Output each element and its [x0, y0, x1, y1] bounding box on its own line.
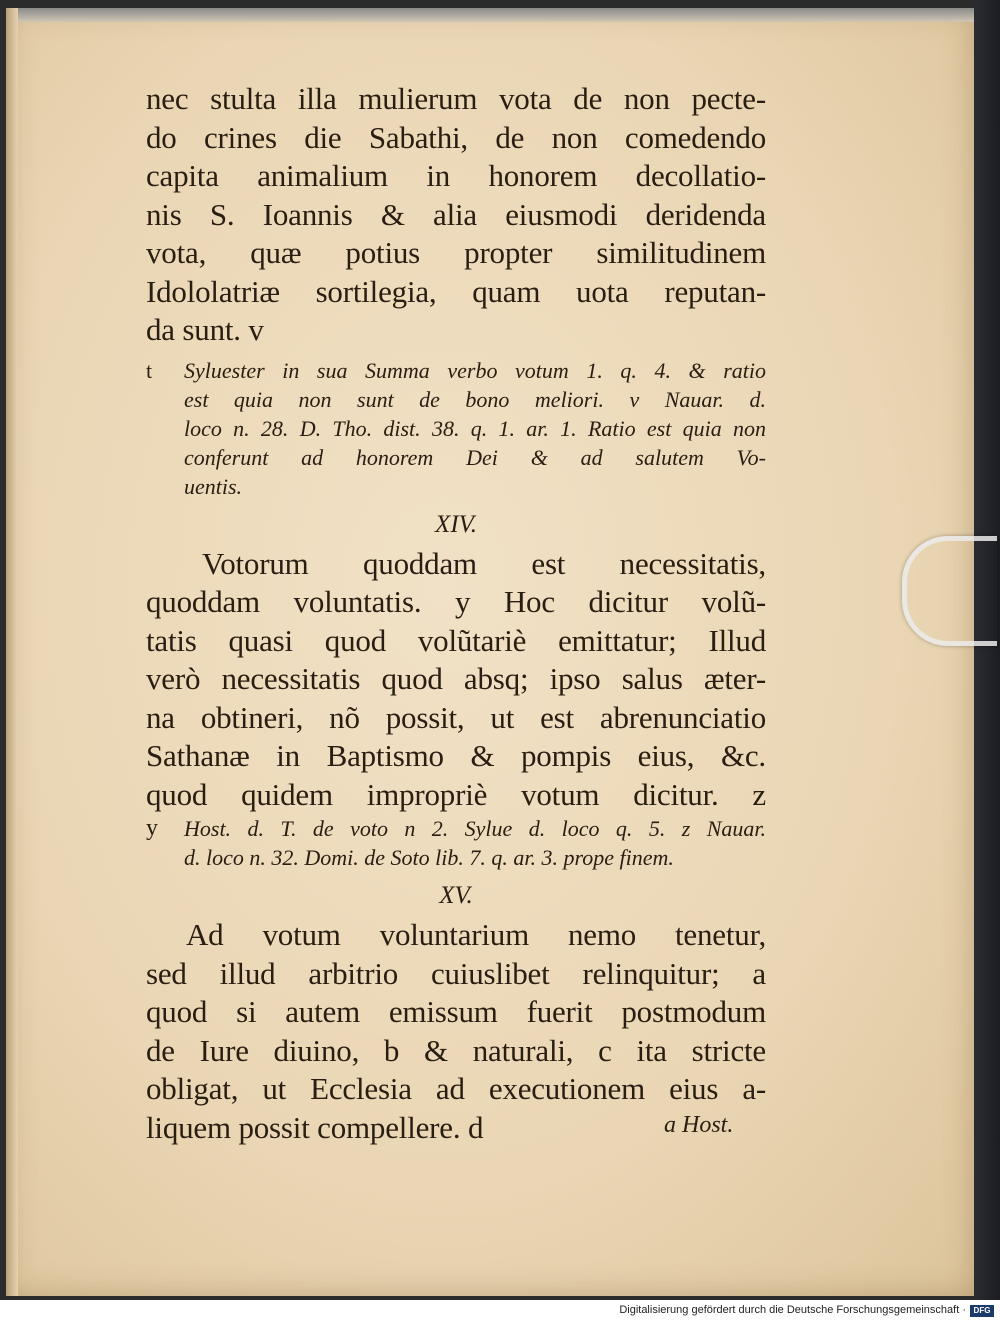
- footnote-marker: y: [146, 815, 158, 841]
- page-left-edge: [6, 8, 18, 1296]
- text-line: Votorum quoddam est necessitatis,: [202, 545, 766, 581]
- text-line: sed illud arbitrio cuiuslibet relinquitur; a: [146, 955, 766, 991]
- footnote-line: conferunt ad honorem Dei & ad salutem Vo-: [184, 444, 766, 470]
- section-heading-xiv: XIV.: [435, 510, 477, 538]
- scanner-margin: [974, 0, 1000, 1300]
- text-line: na obtineri, nõ possit, ut est abrenunciatio: [146, 699, 766, 735]
- paper-clip: [902, 536, 997, 646]
- footer-credit: Digitalisierung gefördert durch die Deutsche Forschungsgemeinschaft ·: [619, 1304, 966, 1316]
- text-line: verò necessitatis quod absq; ipso salus æter-: [146, 661, 766, 696]
- text-line: capita animalium in honorem decollatio-: [146, 158, 766, 193]
- text-line: nec stulta illa mulierum vota de non pecte-: [146, 81, 766, 116]
- text-line: da sunt. v: [146, 312, 264, 347]
- footnote-marker: t: [146, 357, 153, 383]
- text-line: obligat, ut Ecclesia ad executionem eius a-: [146, 1071, 766, 1106]
- footnote-2: [146, 814, 766, 872]
- text-line: Idololatriæ sortilegia, quam uota reputan-: [146, 273, 766, 309]
- dfg-logo: DFG: [970, 1305, 994, 1317]
- text-line: de Iure diuino, b & naturali, c ita stricte: [146, 1032, 766, 1068]
- footnote-line: Syluester in sua Summa verbo votum 1. q. 4. & ratio: [184, 357, 766, 383]
- page-top-edge: [6, 8, 974, 22]
- footnote-line: est quia non sunt de bono meliori. v Nauar. d.: [184, 386, 766, 412]
- text-line: nis S. Ioannis & alia eiusmodi deridenda: [146, 196, 766, 232]
- footer-bar: [0, 1300, 1000, 1322]
- catchword: a Host.: [664, 1112, 734, 1138]
- footnote-line: d. loco n. 32. Domi. de Soto lib. 7. q. ar. 3. prope finem.: [184, 845, 674, 870]
- text-line: quod quidem impropriè votum dicitur. z: [146, 776, 766, 812]
- text-line: liquem possit compellere. d: [146, 1109, 484, 1145]
- page-text: [146, 80, 766, 1147]
- text-line: tatis quasi quod volũtariè emittatur; Illud: [146, 622, 766, 658]
- footnote-line: Host. d. T. de voto n 2. Sylue d. loco q. 5. z Nauar.: [184, 816, 766, 841]
- footnote-1: [146, 356, 766, 501]
- paragraph-1: [146, 80, 766, 350]
- text-line: quod si autem emissum fuerit postmodum: [146, 994, 766, 1029]
- text-line: Ad votum voluntarium nemo tenetur,: [186, 917, 766, 952]
- text-line: do crines die Sabathi, de non comedendo: [146, 119, 766, 155]
- section-heading-xv: XV.: [439, 882, 473, 909]
- text-line: vota, quæ potius propter similitudinem: [146, 235, 766, 270]
- paragraph-2: [146, 545, 766, 815]
- footnote-line: uentis.: [184, 473, 243, 499]
- text-line: quoddam voluntatis. y Hoc dicitur volũ-: [146, 584, 766, 619]
- footnote-line: loco n. 28. D. Tho. dist. 38. q. 1. ar. 1. Ratio est quia non: [184, 415, 766, 441]
- text-line: Sathanæ in Baptismo & pompis eius, &c.: [146, 738, 766, 773]
